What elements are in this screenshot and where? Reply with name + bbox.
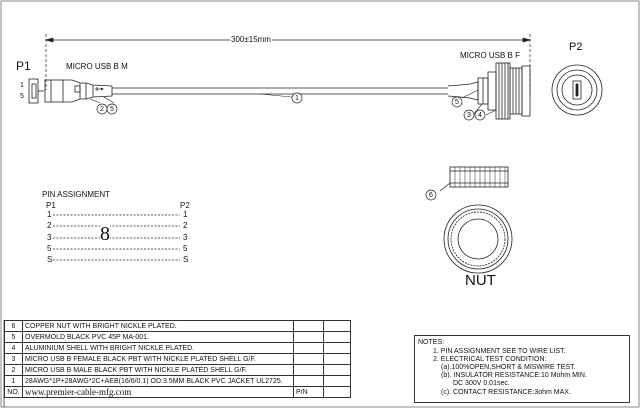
p1-end-view [29, 79, 44, 103]
bom-no: 2 [5, 365, 23, 376]
note-line: 1. PIN ASSIGNMENT SEE TO WIRE LIST. [433, 348, 566, 355]
bom-no: 4 [5, 343, 23, 354]
bom-cell [294, 354, 324, 365]
p1-pin-bottom: 5 [20, 93, 24, 100]
micro-usb-b-f-connector [448, 63, 530, 119]
callout-circles [97, 93, 485, 200]
bom-no: 6 [5, 321, 23, 332]
pin-row-4-p1: 5 [47, 244, 52, 253]
bom-header-no: NO. [5, 387, 23, 398]
callout-4: 4 [478, 112, 482, 119]
bom-header-pn: P/N [294, 387, 324, 398]
bom-desc: 28AWG*1P+28AWG*2C+AEB(16/6/0.1) OD:3.5MM BLACK PVC JACKET UL2725. [23, 376, 294, 387]
p2-label: P2 [569, 41, 583, 53]
table-row [5, 365, 351, 376]
bom-desc: MICRO USB B FEMALE BLACK PBT WITH NICKLE PLATED SHELL G/F. [23, 354, 294, 365]
pin-row-5-p2: S [183, 255, 189, 264]
website-text: www.premier-cable-mfg.com [23, 387, 294, 398]
note-line: 2. ELECTRICAL TEST CONDITION: [433, 356, 547, 363]
pin-row-4-p2: 5 [183, 244, 188, 253]
pin-row-3-p1: 3 [47, 233, 52, 242]
pin-p2-header: P2 [180, 201, 190, 210]
pin-row-5-p1: S [47, 255, 53, 264]
pin-row-2-p1: 2 [47, 221, 52, 230]
callout-1: 1 [295, 95, 299, 102]
p1-label: P1 [16, 59, 31, 73]
bom-cell [324, 321, 351, 332]
pin-assignment-title: PIN ASSIGNMENT [42, 190, 111, 199]
nut-label: NUT [465, 272, 496, 289]
bom-cell [324, 365, 351, 376]
dimension-label: 300±15mm [231, 35, 271, 44]
bom-cell [324, 387, 351, 398]
pin-row-3-p2: 3 [183, 233, 188, 242]
bom-no: 1 [5, 376, 23, 387]
pin-row-2-p2: 2 [183, 221, 188, 230]
bom-cell [294, 343, 324, 354]
bom-desc: OVERMOLD BLACK PVC 45P MA-001. [23, 332, 294, 343]
bom-cell [324, 354, 351, 365]
bom-no: 5 [5, 332, 23, 343]
callout-3: 3 [467, 112, 471, 119]
micro-usb-b-m-label: MICRO USB B M [66, 62, 128, 71]
pin-row-1-p2: 1 [183, 210, 188, 219]
table-row [5, 332, 351, 343]
twisted-pair-mark: 8 [100, 223, 110, 245]
bom-desc: COPPER NUT WITH BRIGHT NICKLE PLATED. [23, 321, 294, 332]
table-row [5, 376, 351, 387]
callout-2: 2 [100, 106, 104, 113]
note-line: DC 300V 0.01sec. [453, 380, 510, 387]
cable [112, 88, 448, 94]
bom-desc: ALUMINIUM SHELL WITH BRIGHT NICKLE PLATED. [23, 343, 294, 354]
table-header-row [5, 387, 351, 398]
bill-of-materials [4, 320, 351, 398]
notes-title: NOTES: [418, 339, 445, 346]
p1-pin-top: 1 [20, 82, 24, 89]
note-line: (a).100%OPEN,SHORT & MISWIRE TEST. [441, 364, 576, 371]
p2-face-view [552, 65, 602, 115]
bom-cell [324, 376, 351, 387]
bom-cell [294, 321, 324, 332]
bom-cell [294, 332, 324, 343]
callout-5-p2: 5 [455, 99, 459, 106]
pin-row-1-p1: 1 [47, 210, 52, 219]
table-row [5, 343, 351, 354]
bom-cell [324, 343, 351, 354]
nut-face-view [444, 205, 512, 273]
note-line: (b). INSULATOR RESISTANCE:10 Mohm MIN. [441, 372, 587, 379]
bom-desc: MICRO USB B MALE BLACK PBT WITH NICKLE PLATED SHELL G/F. [23, 365, 294, 376]
table-row [5, 321, 351, 332]
bom-cell [294, 365, 324, 376]
table-row [5, 354, 351, 365]
note-line: (c). CONTACT RESISTANCE:3ohm MAX. [441, 389, 571, 396]
callout-6: 6 [429, 192, 433, 199]
bom-cell [324, 332, 351, 343]
nut-side-view [440, 167, 508, 191]
pin-p1-header: P1 [46, 201, 56, 210]
bom-no: 3 [5, 354, 23, 365]
pin-wiring [53, 215, 180, 260]
micro-usb-b-f-label: MICRO USB B F [460, 51, 521, 60]
bom-cell [294, 376, 324, 387]
micro-usb-b-m-connector [45, 80, 112, 102]
callout-5-p1: 5 [110, 106, 114, 113]
notes-box [414, 335, 630, 403]
